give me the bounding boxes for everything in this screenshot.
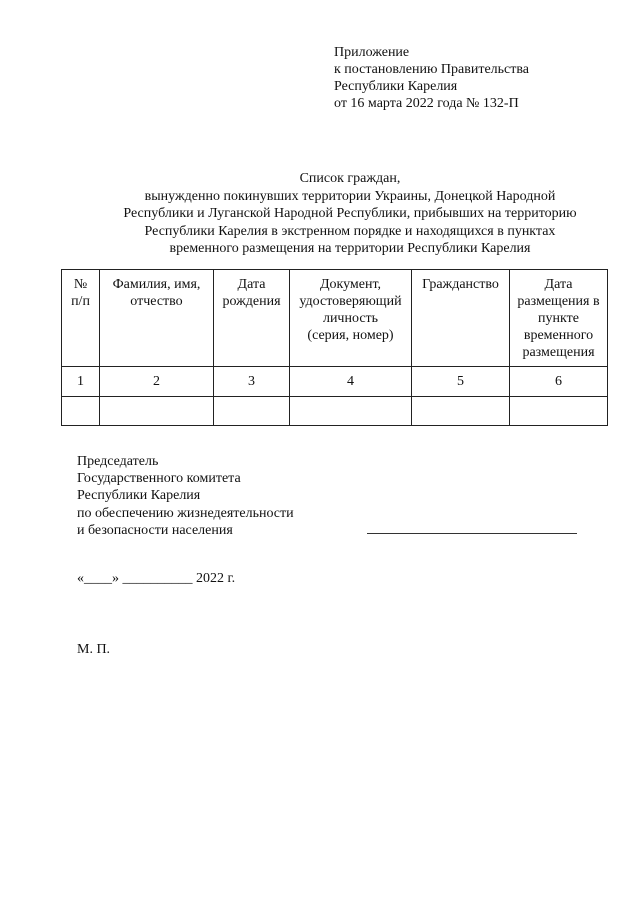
title-line: Список граждан, bbox=[299, 171, 401, 186]
column-number: 6 bbox=[510, 367, 608, 397]
header-citizenship: Гражданство bbox=[412, 270, 510, 367]
header-number: № п/п bbox=[62, 270, 100, 367]
document-title bbox=[70, 170, 630, 258]
column-numbers-row bbox=[62, 367, 608, 397]
table-header-row bbox=[62, 270, 608, 367]
appendix-block bbox=[334, 44, 529, 112]
appendix-line: Приложение bbox=[334, 45, 410, 60]
signature-line: Председатель bbox=[77, 454, 159, 469]
empty-cell bbox=[510, 397, 608, 426]
signature-block bbox=[77, 453, 294, 539]
empty-cell bbox=[100, 397, 214, 426]
header-birth-date: Дата рождения bbox=[214, 270, 290, 367]
empty-cell bbox=[62, 397, 100, 426]
signature-line: Государственного комитета bbox=[77, 471, 241, 487]
signature-underline bbox=[367, 533, 577, 534]
table-row bbox=[62, 397, 608, 426]
appendix-line: Республики Карелия bbox=[334, 79, 458, 94]
header-identity-document: Документ, удостоверяющий личность (серия, номер) bbox=[290, 270, 412, 367]
citizens-table bbox=[61, 269, 608, 426]
appendix-line: от 16 марта 2022 года № 132-П bbox=[334, 96, 519, 111]
header-placement-date: Дата размещения в пункте временного размещения bbox=[510, 270, 608, 367]
column-number: 3 bbox=[214, 367, 290, 397]
title-line: временного размещения на территории Республики Карелия bbox=[169, 241, 531, 256]
title-line: Республики Карелия в экстренном порядке и находящихся в пунктах bbox=[144, 223, 556, 239]
stamp-placeholder: М. П. bbox=[77, 642, 111, 657]
header-full-name: Фамилия, имя, отчество bbox=[100, 270, 214, 367]
empty-cell bbox=[290, 397, 412, 426]
title-line: Республики и Луганской Народной Республики, прибывших на территорию bbox=[123, 206, 577, 221]
signature-line: по обеспечению жизнедеятельности bbox=[77, 505, 294, 521]
column-number: 1 bbox=[62, 367, 100, 397]
appendix-line: к постановлению Правительства bbox=[334, 62, 530, 77]
signature-line: Республики Карелия bbox=[77, 488, 201, 504]
signature-line: и безопасности населения bbox=[77, 522, 233, 538]
column-number: 2 bbox=[100, 367, 214, 397]
empty-cell bbox=[214, 397, 290, 426]
column-number: 4 bbox=[290, 367, 412, 397]
title-line: вынужденно покинувших территории Украины, Донецкой Народной bbox=[144, 188, 556, 204]
empty-cell bbox=[412, 397, 510, 426]
column-number: 5 bbox=[412, 367, 510, 397]
date-line: «____» __________ 2022 г. bbox=[77, 571, 236, 586]
